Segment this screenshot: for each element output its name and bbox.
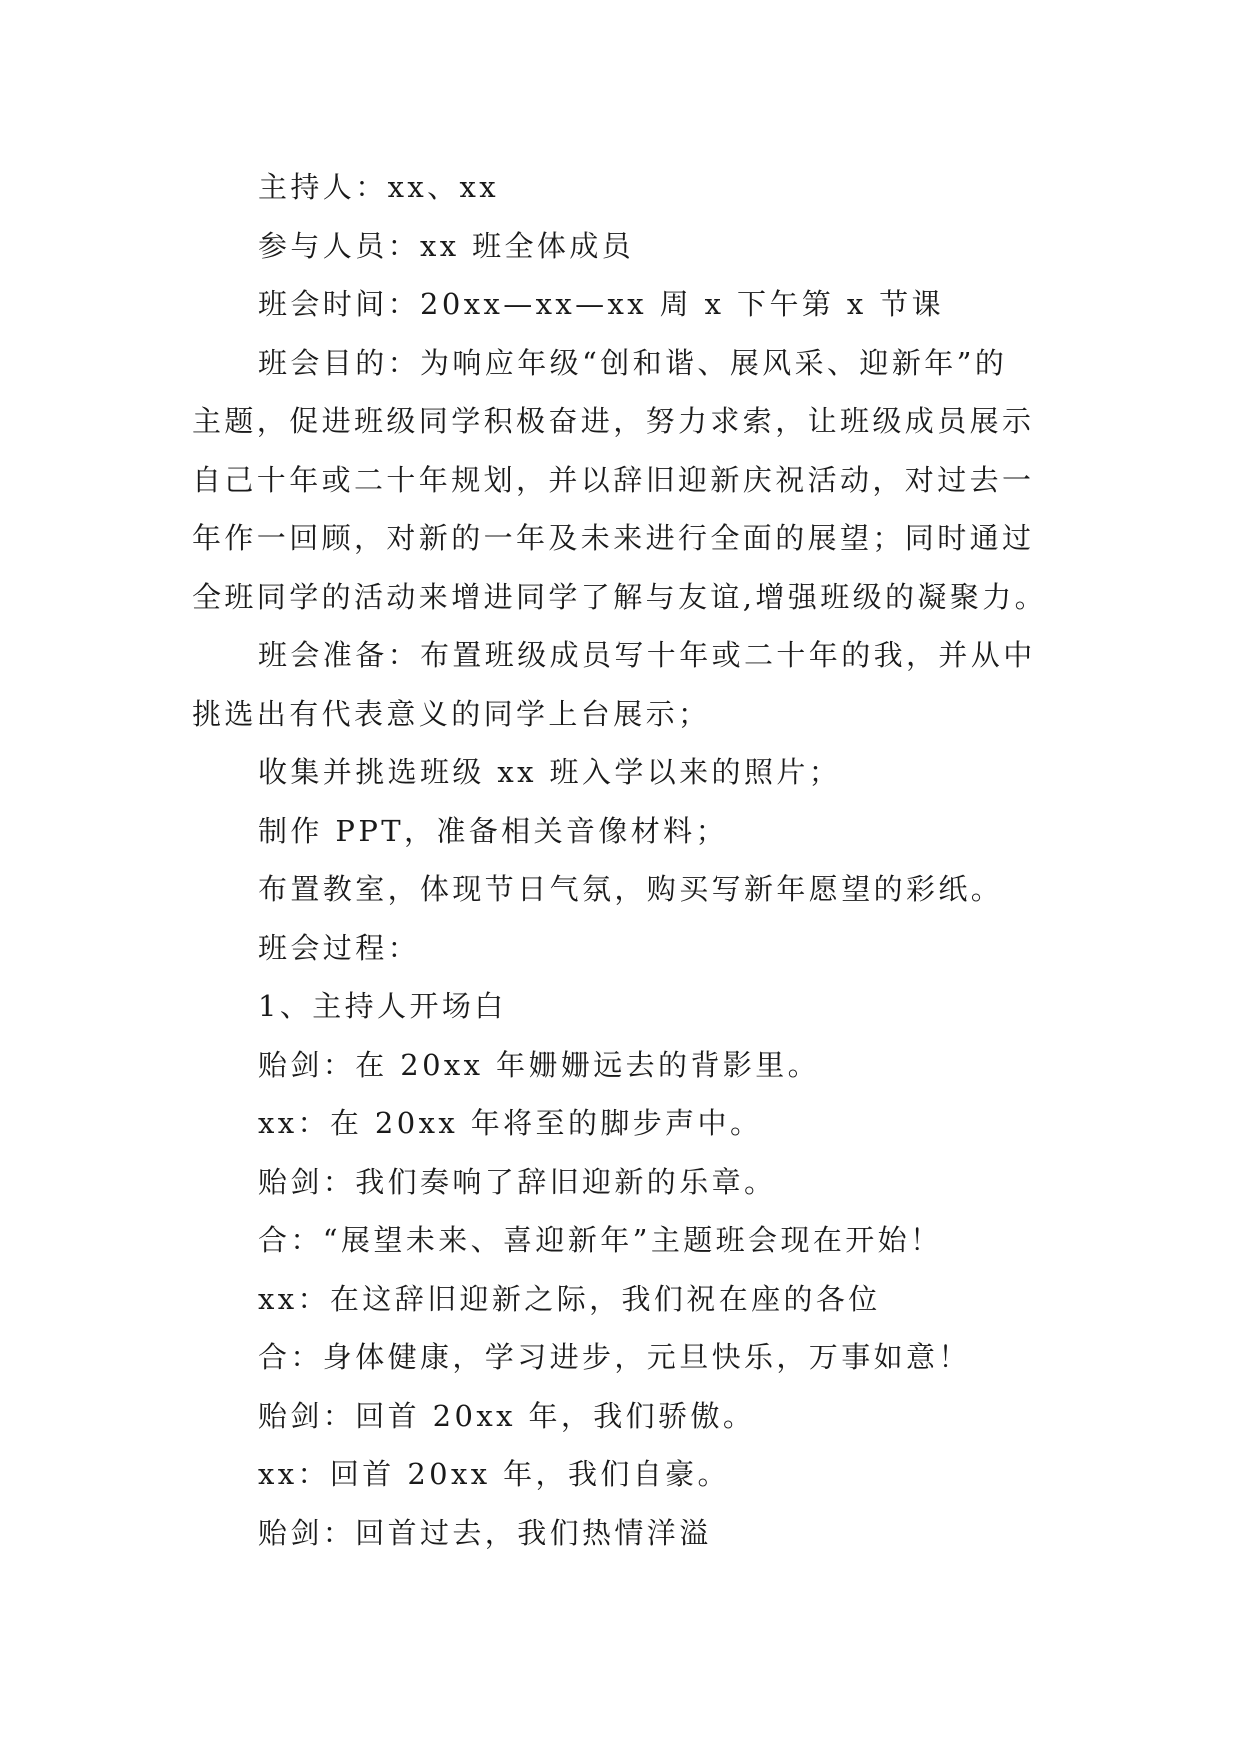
text-line: 班会过程： [258,930,421,965]
text-line: 贻剑：在 20xx 年姗姗远去的背影里。 [258,1047,821,1082]
text-line: 收集并挑选班级 xx 班入学以来的照片； [258,755,842,789]
text-line: 自己十年或二十年规划，并以辞旧迎新庆祝活动，对过去一 [192,462,1035,497]
text-line: 主题，促进班级同学积极奋进，努力求索，让班级成员展示 [192,404,1035,438]
text-line: 年作一回顾，对新的一年及未来进行全面的展望；同时通过 [192,521,1035,555]
text-line: 全班同学的活动来增进同学了解与友谊,增强班级的凝聚力。 [192,579,1048,614]
text-line: xx：在这辞旧迎新之际，我们祝在座的各位 [258,1281,881,1316]
text-line: xx：回首 20xx 年，我们自豪。 [258,1457,730,1491]
text-line: 挑选出有代表意义的同学上台展示； [192,696,711,731]
text-line: 合：身体健康，学习进步，元旦快乐，万事如意！ [258,1340,971,1374]
document-body [192,158,1062,1562]
text-line: 贻剑：回首 20xx 年，我们骄傲。 [258,1398,756,1433]
text-line: 贻剑：我们奏响了辞旧迎新的乐章。 [258,1164,777,1199]
text-line: 班会时间：20xx—xx—xx 周 x 下午第 x 节课 [258,287,945,321]
text-line: 班会准备：布置班级成员写十年或二十年的我，并从中 [258,638,1036,672]
text-line: xx：在 20xx 年将至的脚步声中。 [258,1106,763,1140]
text-line: 1、主持人开场白 [258,989,507,1023]
text-line: 布置教室，体现节日气氛，购买写新年愿望的彩纸。 [258,872,1004,906]
text-line: 制作 PPT，准备相关音像材料； [258,813,728,848]
text-line: 主持人：xx、xx [258,170,500,204]
text-line: 合：“展望未来、喜迎新年”主题班会现在开始！ [258,1223,943,1257]
text-line: 参与人员：xx 班全体成员 [258,228,635,263]
text-line: 贻剑：回首过去，我们热情洋溢 [258,1515,712,1550]
text-line: 班会目的：为响应年级“创和谐、展风采、迎新年”的 [258,345,1008,380]
